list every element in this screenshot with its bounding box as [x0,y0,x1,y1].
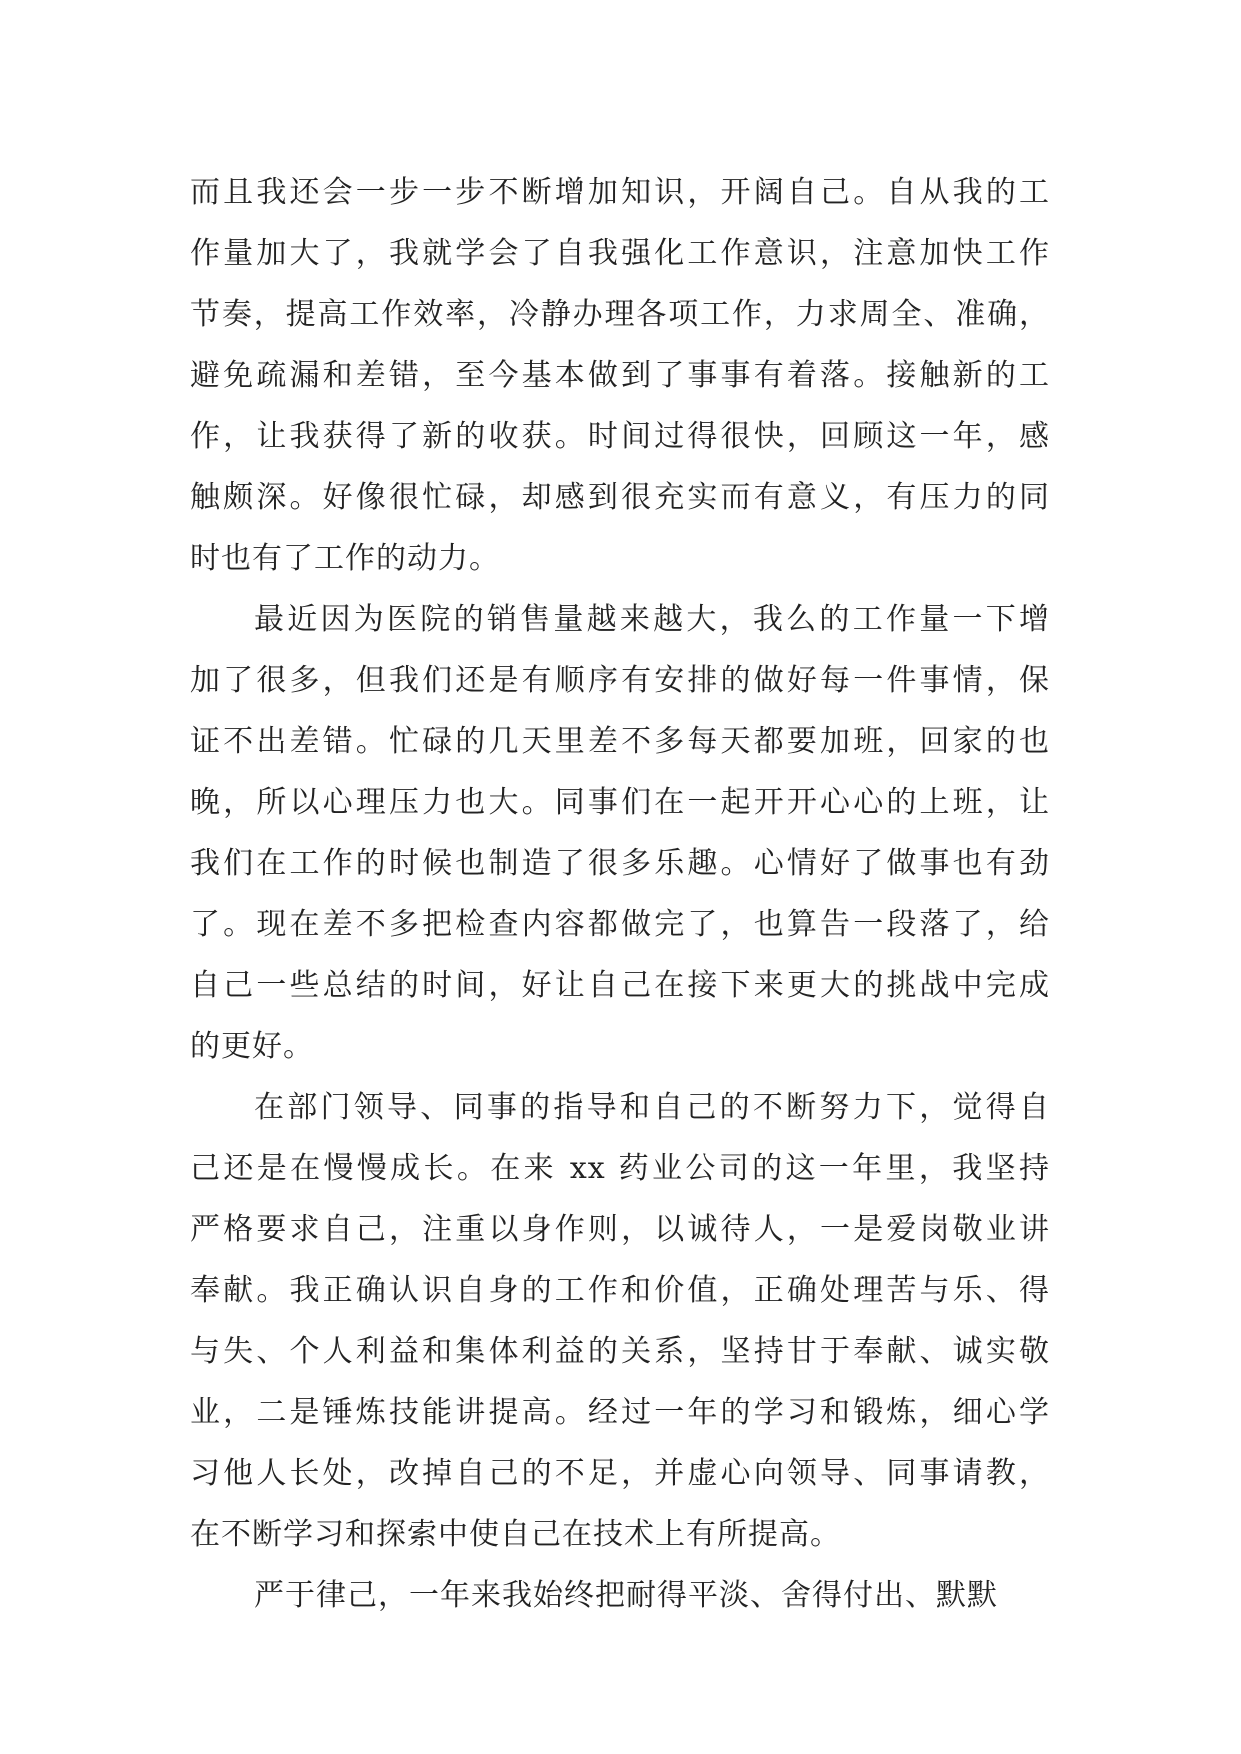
text-line: 作量加大了，我就学会了自我强化工作意识，注意加快工作 [190,236,1050,271]
text-line: 在不断学习和探索中使自己在技术上有所提高。 [190,1517,841,1552]
text-line: 加了很多，但我们还是有顺序有安排的做好每一件事情，保 [190,663,1050,698]
text-line: 触颇深。好像很忙碌，却感到很充实而有意义，有压力的同 [190,480,1050,515]
text-line: 严于律己，一年来我始终把耐得平淡、舍得付出、默默 [254,1578,998,1613]
text-line: 最近因为医院的销售量越来越大，我么的工作量一下增 [254,602,1050,637]
text-line: 晚，所以心理压力也大。同事们在一起开开心心的上班，让 [190,785,1050,820]
text-line: 而且我还会一步一步不断增加知识，开阔自己。自从我的工 [190,175,1050,210]
text-line: 习他人长处，改掉自己的不足，并虚心向领导、同事请教， [190,1456,1050,1491]
text-line: 的更好。 [190,1029,314,1064]
paragraph [190,1565,1050,1626]
paragraph [190,162,1050,589]
text-line: 严格要求自己，注重以身作则，以诚待人，一是爱岗敬业讲 [190,1212,1050,1247]
document-body [190,162,1050,1626]
text-line: 自己一些总结的时间，好让自己在接下来更大的挑战中完成 [190,968,1050,1003]
text-line: 避免疏漏和差错，至今基本做到了事事有着落。接触新的工 [190,358,1050,393]
text-line: 了。现在差不多把检查内容都做完了，也算告一段落了，给 [190,907,1050,942]
text-line: 作，让我获得了新的收获。时间过得很快，回顾这一年，感 [190,419,1050,454]
text-line: 业，二是锤炼技能讲提高。经过一年的学习和锻炼，细心学 [190,1395,1050,1430]
text-line: 在部门领导、同事的指导和自己的不断努力下，觉得自 [254,1090,1050,1125]
paragraph [190,1077,1050,1565]
text-line: 节奏，提高工作效率，冷静办理各项工作，力求周全、准确， [190,297,1050,332]
paragraph [190,589,1050,1077]
text-line: 证不出差错。忙碌的几天里差不多每天都要加班，回家的也 [190,724,1050,759]
text-line: 奉献。我正确认识自身的工作和价值，正确处理苦与乐、得 [190,1273,1050,1308]
text-line: 我们在工作的时候也制造了很多乐趣。心情好了做事也有劲 [190,846,1050,881]
text-line: 时也有了工作的动力。 [190,541,500,576]
text-line: 己还是在慢慢成长。在来 xx 药业公司的这一年里，我坚持 [190,1151,1050,1186]
text-line: 与失、个人利益和集体利益的关系，坚持甘于奉献、诚实敬 [190,1334,1050,1369]
